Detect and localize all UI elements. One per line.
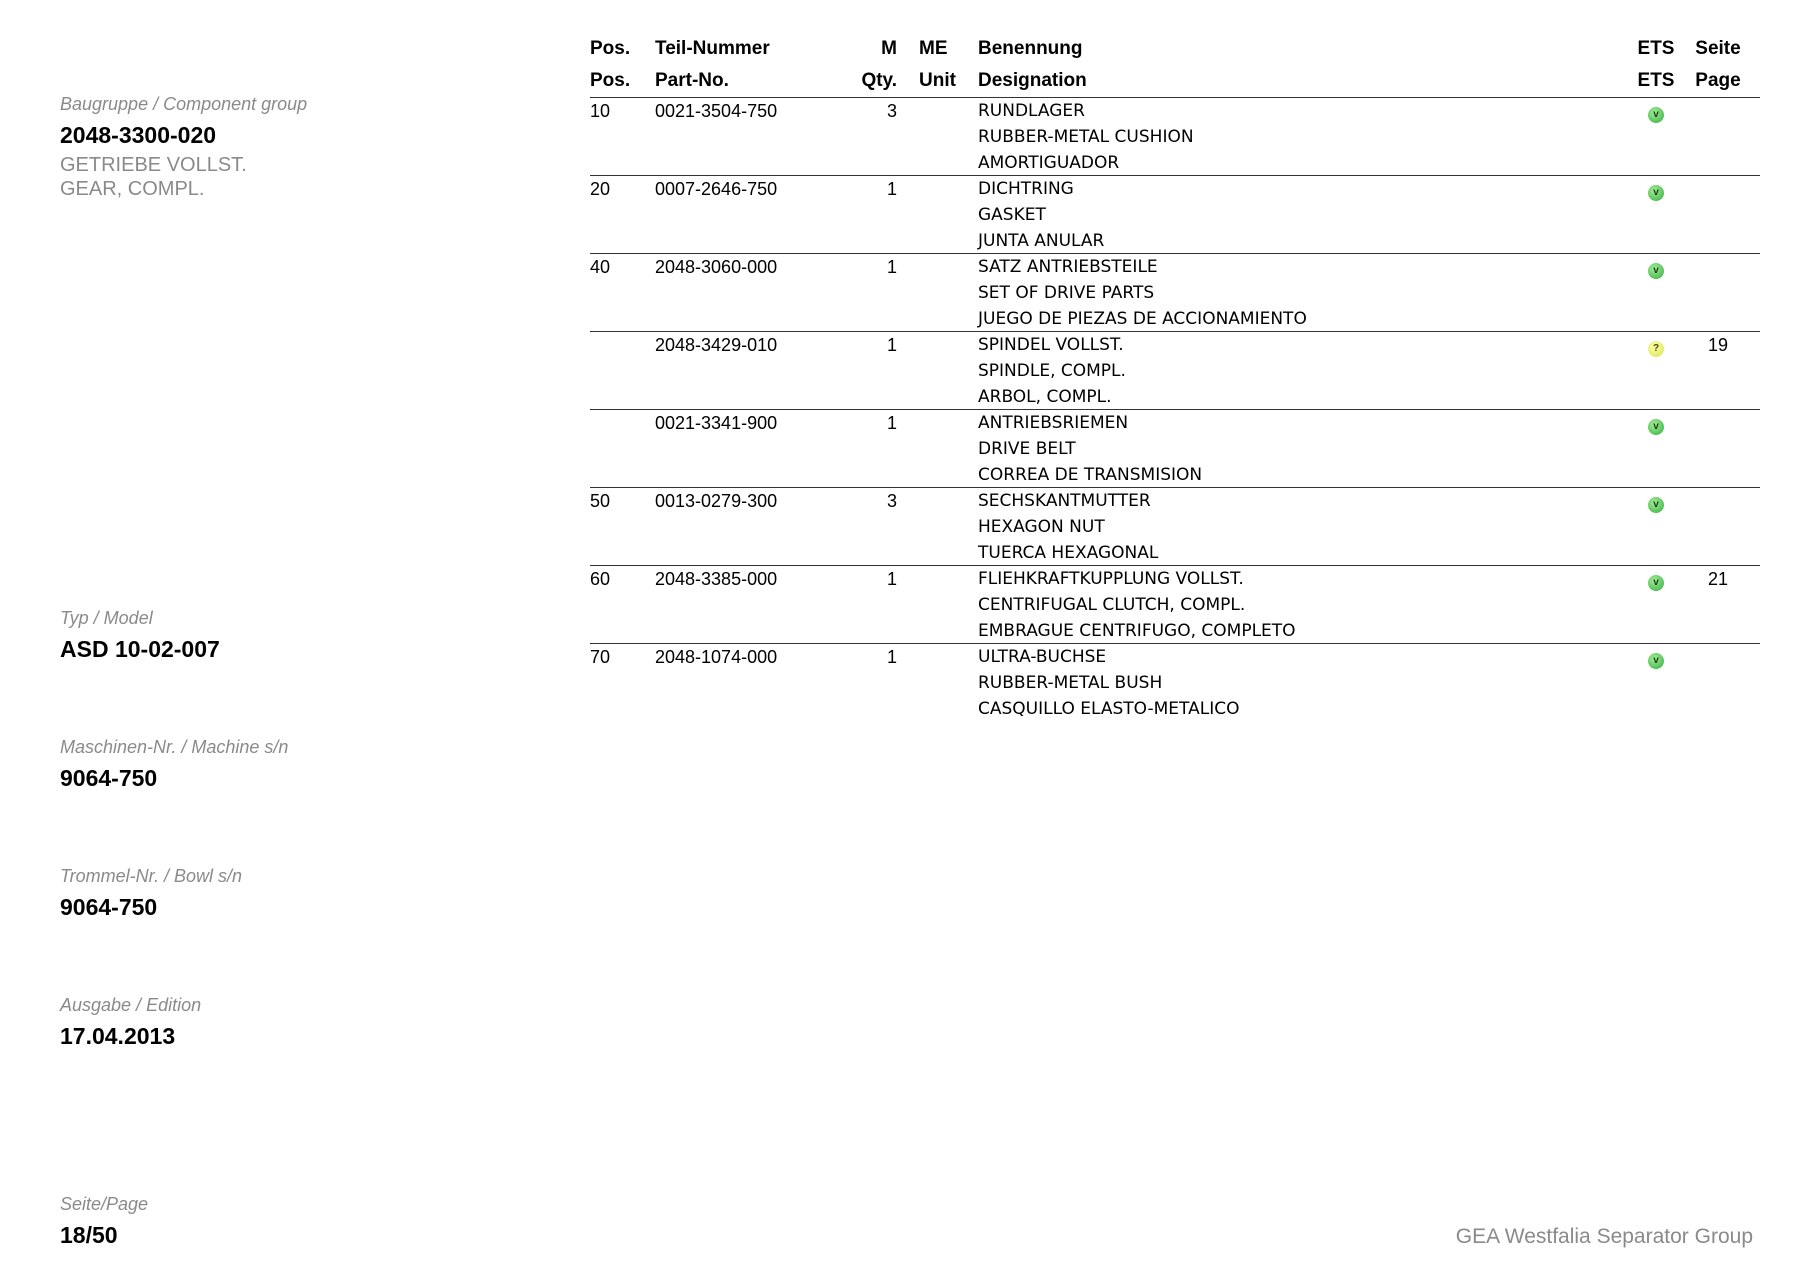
header-page-en: Page	[1695, 70, 1741, 91]
table-row	[590, 487, 1760, 565]
row-ets	[1626, 490, 1686, 513]
bowl-value: 9064-750	[60, 894, 158, 920]
row-part-number: 0007-2646-750	[655, 179, 778, 199]
component-group-number: 2048-3300-020	[60, 122, 217, 148]
header-des-en: Designation	[978, 70, 1087, 91]
designation-line: CORREA DE TRANSMISION	[978, 465, 1203, 485]
ets-available-icon: v	[1648, 185, 1664, 201]
designation-line: RUBBER-METAL BUSH	[978, 673, 1163, 693]
row-ets	[1626, 568, 1686, 591]
machine-value: 9064-750	[60, 765, 158, 791]
designation-line: ARBOL, COMPL.	[978, 387, 1112, 407]
component-group-desc-en: GEAR, COMPL.	[60, 178, 205, 200]
ets-question-icon: ?	[1648, 341, 1664, 357]
designation-line: ULTRA-BUCHSE	[978, 647, 1107, 667]
table-row	[590, 643, 1760, 721]
row-qty: 1	[886, 647, 897, 667]
designation-line: SPINDLE, COMPL.	[978, 361, 1126, 381]
designation-line: JUEGO DE PIEZAS DE ACCIONAMIENTO	[978, 309, 1307, 329]
row-pos: 20	[590, 179, 611, 199]
table-row	[590, 409, 1760, 487]
header-qty-en: Qty.	[861, 70, 897, 91]
row-pos: 70	[590, 647, 611, 667]
designation-line: DICHTRING	[978, 179, 1074, 199]
company-brand: GEA Westfalia Separator Group	[1455, 1225, 1753, 1248]
table-row	[590, 98, 1760, 175]
header-pos-de: Pos.	[590, 38, 631, 59]
row-pos: 40	[590, 257, 611, 277]
designation-line: JUNTA ANULAR	[978, 231, 1105, 251]
designation-line: EMBRAGUE CENTRIFUGO, COMPLETO	[978, 621, 1296, 641]
row-ets	[1626, 178, 1686, 201]
bowl-label: Trommel-Nr. / Bowl s/n	[60, 866, 243, 886]
header-unit-en: Unit	[919, 70, 956, 91]
designation-line: TUERCA HEXAGONAL	[978, 543, 1159, 563]
row-designation	[978, 488, 1158, 566]
row-page[interactable]: 21	[1707, 569, 1729, 589]
row-part-number: 2048-1074-000	[655, 647, 778, 667]
model-value: ASD 10-02-007	[60, 636, 220, 662]
table-body	[590, 98, 1760, 721]
page-number-block	[60, 1193, 148, 1249]
header-des-de: Benennung	[978, 38, 1083, 59]
row-qty: 1	[886, 257, 897, 277]
page-number-value: 18/50	[60, 1222, 118, 1248]
designation-line: CENTRIFUGAL CLUTCH, COMPL.	[978, 595, 1246, 615]
designation-line: SECHSKANTMUTTER	[978, 491, 1151, 511]
row-designation	[978, 410, 1202, 488]
header-part-en: Part-No.	[655, 70, 729, 91]
designation-line: GASKET	[978, 205, 1046, 225]
row-ets	[1626, 334, 1686, 357]
parts-table	[590, 33, 1760, 721]
row-designation	[978, 98, 1194, 176]
header-pos-en: Pos.	[590, 70, 631, 91]
machine-block	[60, 736, 288, 792]
machine-label: Maschinen-Nr. / Machine s/n	[60, 737, 289, 757]
model-label: Typ / Model	[60, 608, 153, 628]
document-sidebar	[60, 0, 530, 1283]
edition-block	[60, 994, 201, 1050]
component-group-desc-de: GETRIEBE VOLLST.	[60, 154, 247, 176]
ets-available-icon: v	[1648, 107, 1664, 123]
model-block	[60, 607, 220, 663]
ets-available-icon: v	[1648, 263, 1664, 279]
table-row	[590, 253, 1760, 331]
designation-line: SATZ ANTRIEBSTEILE	[978, 257, 1158, 277]
component-group-label: Baugruppe / Component group	[60, 94, 308, 114]
header-ets-en: ETS	[1637, 70, 1675, 91]
row-ets	[1626, 100, 1686, 123]
ets-available-icon: v	[1648, 497, 1664, 513]
designation-line: SPINDEL VOLLST.	[978, 335, 1124, 355]
edition-label: Ausgabe / Edition	[60, 995, 202, 1015]
header-ets-de: ETS	[1637, 38, 1675, 59]
row-part-number: 2048-3060-000	[655, 257, 778, 277]
component-group-block	[60, 93, 307, 201]
designation-line: FLIEHKRAFTKUPPLUNG VOLLST.	[978, 569, 1244, 589]
row-qty: 3	[886, 491, 897, 511]
designation-line: SET OF DRIVE PARTS	[978, 283, 1155, 303]
row-designation	[978, 566, 1296, 644]
row-qty: 1	[886, 413, 897, 433]
row-part-number: 2048-3429-010	[655, 335, 778, 355]
row-part-number: 0021-3341-900	[655, 413, 778, 433]
bowl-block	[60, 865, 242, 921]
row-pos: 10	[590, 101, 611, 121]
row-designation	[978, 254, 1307, 332]
row-ets	[1626, 646, 1686, 669]
edition-value: 17.04.2013	[60, 1023, 176, 1049]
designation-line: AMORTIGUADOR	[978, 153, 1120, 173]
designation-line: DRIVE BELT	[978, 439, 1076, 459]
row-designation	[978, 176, 1104, 254]
ets-available-icon: v	[1648, 419, 1664, 435]
designation-line: ANTRIEBSRIEMEN	[978, 413, 1129, 433]
header-qty-de: M	[881, 38, 897, 59]
table-row	[590, 565, 1760, 643]
header-page-de: Seite	[1695, 38, 1741, 59]
row-qty: 1	[886, 569, 897, 589]
row-part-number: 0013-0279-300	[655, 491, 778, 511]
designation-line: RUNDLAGER	[978, 101, 1085, 121]
header-unit-de: ME	[919, 38, 948, 59]
row-ets	[1626, 256, 1686, 279]
table-row	[590, 175, 1760, 253]
designation-line: CASQUILLO ELASTO-METALICO	[978, 699, 1240, 719]
row-ets	[1626, 412, 1686, 435]
row-pos: 60	[590, 569, 611, 589]
ets-available-icon: v	[1648, 575, 1664, 591]
row-pos: 50	[590, 491, 611, 511]
designation-line: RUBBER-METAL CUSHION	[978, 127, 1194, 147]
designation-line: HEXAGON NUT	[978, 517, 1105, 537]
table-header-de	[590, 33, 1760, 65]
row-qty: 1	[886, 335, 897, 355]
table-row	[590, 331, 1760, 409]
row-page[interactable]: 19	[1707, 335, 1729, 355]
page-number-label: Seite/Page	[60, 1194, 149, 1214]
header-part-de: Teil-Nummer	[655, 38, 770, 59]
row-designation	[978, 644, 1239, 722]
row-qty: 1	[886, 179, 897, 199]
row-qty: 3	[886, 101, 897, 121]
row-designation	[978, 332, 1126, 410]
row-part-number: 0021-3504-750	[655, 101, 778, 121]
ets-available-icon: v	[1648, 653, 1664, 669]
table-header-en	[590, 65, 1760, 97]
row-part-number: 2048-3385-000	[655, 569, 778, 589]
